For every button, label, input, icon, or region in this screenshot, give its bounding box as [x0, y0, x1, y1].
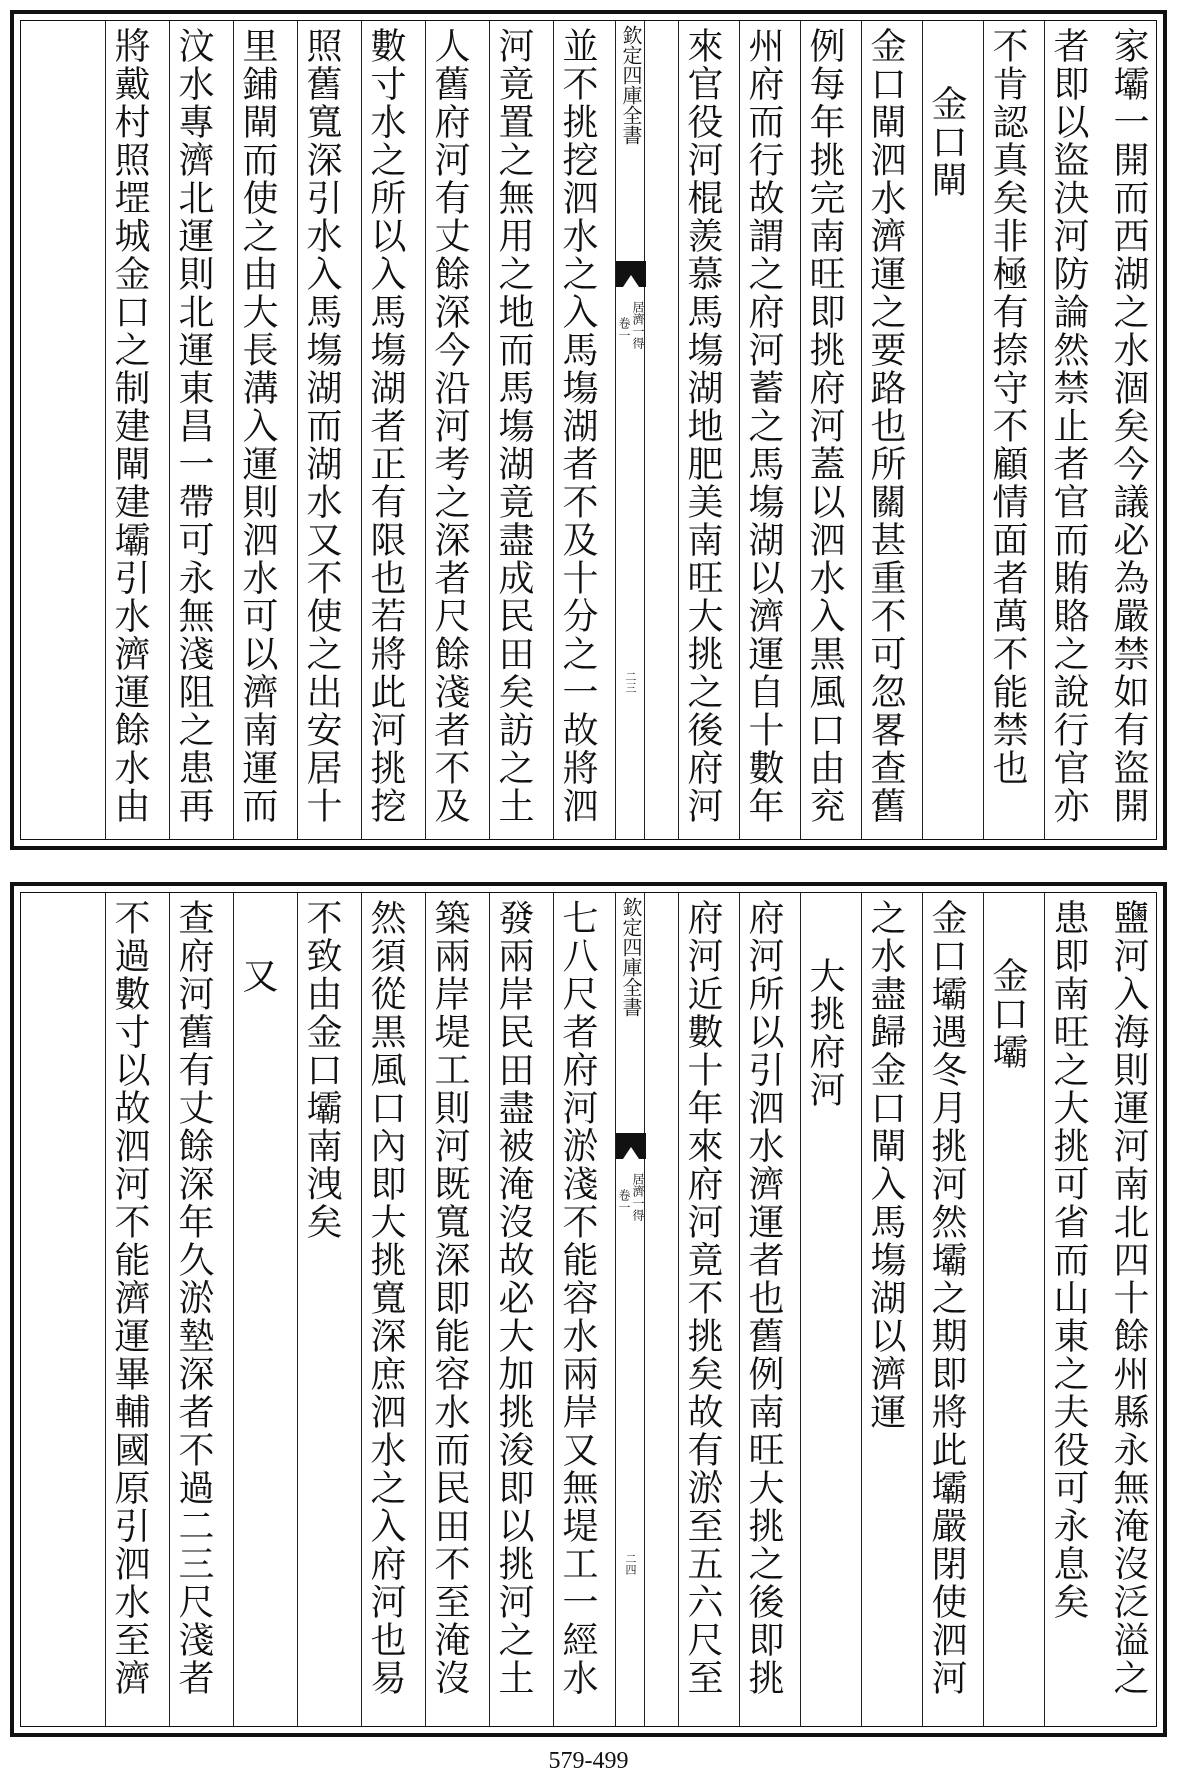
column-text: 患即南旺之大挑可省而山東之夫役可永息矣: [1048, 899, 1089, 1621]
page-number: 二四: [624, 1553, 637, 1575]
column-text: 家壩一開而西湖之水涸矣今議必為嚴禁如有盜開: [1108, 27, 1149, 825]
column-text: 七八尺者府河淤淺不能容水兩岸又無堤工一經水: [557, 899, 598, 1697]
column-text: 發兩岸民田盡被淹沒故必大加挑浚即以挑河之土: [493, 899, 534, 1697]
text-column: [233, 21, 279, 839]
column-text: 金口閘泗水濟運之要路也所關甚重不可忽畧查舊: [865, 27, 906, 825]
bottom-page-frame: [20, 892, 1157, 1727]
text-column: [361, 893, 407, 1726]
text-column: [678, 21, 724, 839]
book-title: 欽定四庫全書: [619, 897, 643, 1017]
text-column: [1044, 21, 1090, 839]
column-text: 來官役河棍羨慕馬塲湖地肥美南旺大挑之後府河: [682, 27, 723, 825]
text-column: [983, 893, 1029, 1726]
text-column: [800, 893, 846, 1726]
text-column: [489, 21, 535, 839]
column-text: 例每年挑完南旺即挑府河蓋以泗水入黒風口由兖: [804, 27, 845, 825]
column-text: 汶水專濟北運則北運東昌一帶可永無淺阻之患再: [173, 27, 214, 825]
volume-label: 卷一: [617, 317, 631, 341]
text-column: [1105, 21, 1151, 839]
fish-tail-mark: [616, 1133, 646, 1159]
text-column: [983, 21, 1029, 839]
text-column: [739, 21, 785, 839]
text-column: [678, 893, 724, 1726]
text-column: [553, 893, 599, 1726]
text-column: [105, 893, 151, 1726]
text-column: [922, 21, 968, 839]
volume-label: 卷一: [617, 1189, 631, 1213]
column-text: 之水盡歸金口閘入馬塲湖以濟運: [865, 899, 906, 1431]
bottom-page: [10, 882, 1167, 1737]
column-text: 府河所以引泗水濟運者也舊例南旺大挑之後即挑: [743, 899, 784, 1697]
top-page: [10, 10, 1167, 850]
text-column: [1105, 893, 1151, 1726]
column-text: 不過數寸以故泗河不能濟運畢輔國原引泗水至濟: [109, 899, 150, 1697]
section-heading: 大挑府河: [804, 957, 845, 1109]
text-column: [489, 893, 535, 1726]
column-text: 築兩岸堤工則河既寬深即能容水而民田不至淹沒: [429, 899, 470, 1697]
fish-tail-mark: [616, 261, 646, 287]
text-column: [297, 893, 343, 1726]
catalog-number: 579-499: [548, 1748, 629, 1774]
text-column: [105, 21, 151, 839]
text-column: [233, 893, 279, 1726]
column-text: 府河近數十年來府河竟不挑矣故有淤至五六尺至: [682, 899, 723, 1697]
section-heading: 金口壩: [987, 957, 1028, 1071]
column-text: 然須從黒風口內即大挑寬深庶泗水之入府河也易: [365, 899, 406, 1697]
column-text: 者即以盜決河防論然禁止者官而賄賂之說行官亦: [1048, 27, 1089, 825]
top-page-frame: [20, 20, 1157, 840]
book-name: 居濟一得: [631, 1173, 645, 1221]
text-column: [861, 893, 907, 1726]
column-text: 里鋪閘而使之由大長溝入運則泗水可以濟南運而: [237, 27, 278, 825]
column-text: 將戴村照堽城金口之制建閘建壩引水濟運餘水由: [109, 27, 150, 825]
page-number: 二三: [624, 671, 637, 693]
column-text: 數寸水之所以入馬塲湖者正有限也若將此河挑挖: [365, 27, 406, 825]
text-column: [922, 893, 968, 1726]
column-text: 照舊寬深引水入馬塲湖而湖水又不使之出安居十: [301, 27, 342, 825]
center-gutter: [615, 893, 645, 1726]
column-text: 不肯認真矣非極有捺守不顧情面者萬不能禁也: [987, 27, 1028, 787]
column-text: 人舊府河有丈餘深今沿河考之深者尺餘淺者不及: [429, 27, 470, 825]
text-column: [169, 21, 215, 839]
section-heading: 金口閘: [926, 85, 967, 199]
center-gutter: [615, 21, 645, 839]
section-heading: 又: [237, 957, 278, 995]
column-text: 查府河舊有丈餘深年久淤墊深者不過二三尺淺者: [173, 899, 214, 1697]
text-column: [861, 21, 907, 839]
column-text: 鹽河入海則運河南北四十餘州縣永無淹沒泛溢之: [1108, 899, 1149, 1697]
book-name: 居濟一得: [631, 301, 645, 349]
text-column: [425, 21, 471, 839]
text-column: [169, 893, 215, 1726]
book-title: 欽定四庫全書: [619, 25, 643, 145]
text-column: [553, 21, 599, 839]
text-column: [297, 21, 343, 839]
text-column: [361, 21, 407, 839]
column-text: 州府而行故謂之府河蓄之馬塲湖以濟運自十數年: [743, 27, 784, 825]
text-column: [425, 893, 471, 1726]
column-text: 並不挑挖泗水之入馬塲湖者不及十分之一故將泗: [557, 27, 598, 825]
text-column: [800, 21, 846, 839]
column-text: 金口壩遇冬月挑河然壩之期即將此壩嚴閉使泗河: [926, 899, 967, 1697]
text-column: [739, 893, 785, 1726]
column-text: 不致由金口壩南洩矣: [301, 899, 342, 1241]
column-text: 河竟置之無用之地而馬塲湖竟盡成民田矣訪之土: [493, 27, 534, 825]
text-column: [1044, 893, 1090, 1726]
